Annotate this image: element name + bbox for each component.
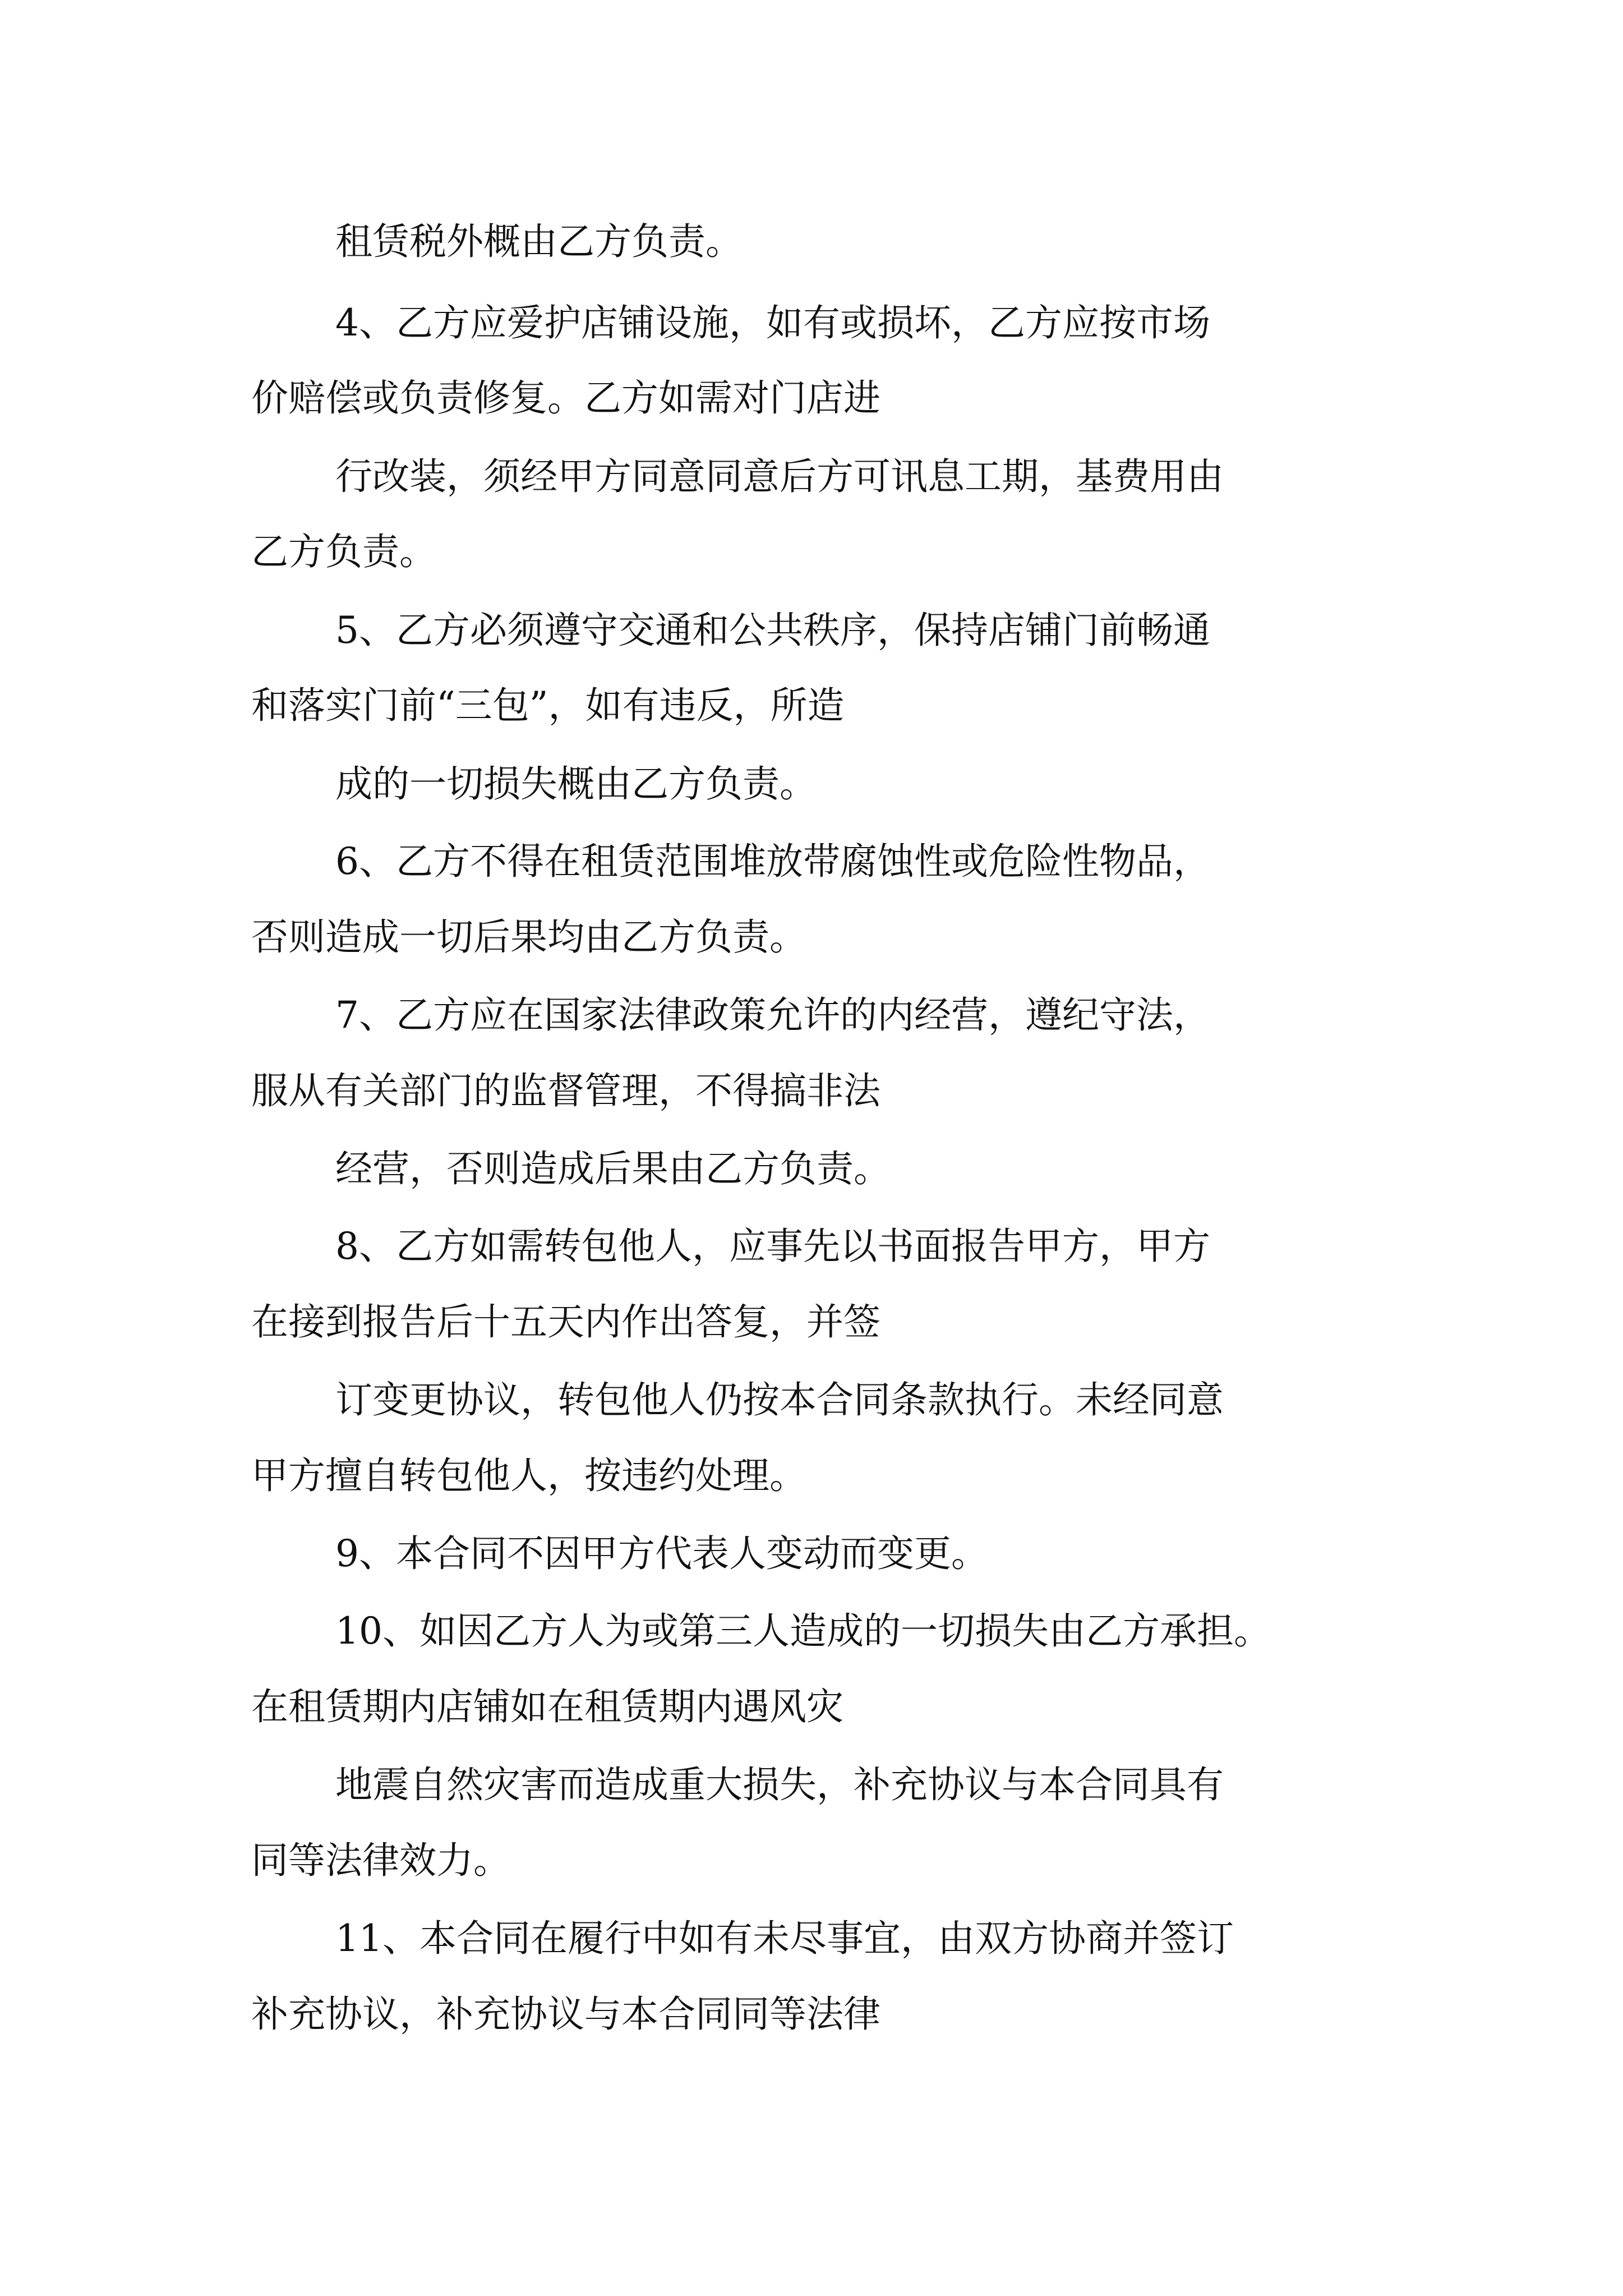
text-line: 在租赁期内店铺如在租赁期内遇风灾 xyxy=(251,1685,843,1728)
text-line: 7、乙方应在国家法律政策允许的内经营，遵纪守法， xyxy=(335,993,1210,1037)
text-line: 补充协议，补充协议与本合同同等法律 xyxy=(251,1993,880,2036)
text-line: 经营，否则造成后果由乙方负责。 xyxy=(335,1147,891,1190)
text-line: 在接到报告后十五天内作出答复，并签 xyxy=(251,1300,880,1343)
text-line: 11、本合同在履行中如有未尽事宜，由双方协商并签订 xyxy=(335,1917,1234,1960)
text-line: 6、乙方不得在租赁范围堆放带腐蚀性或危险性物品， xyxy=(335,840,1210,883)
text-line: 否则造成一切后果均由乙方负责。 xyxy=(251,915,806,959)
text-line: 同等法律效力。 xyxy=(251,1839,510,1882)
text-line: 价赔偿或负责修复。乙方如需对门店进 xyxy=(251,376,880,420)
text-line: 5、乙方必须遵守交通和公共秩序，保持店铺门前畅通 xyxy=(335,609,1210,652)
text-line: 地震自然灾害而造成重大损失，补充协议与本合同具有 xyxy=(335,1763,1224,1806)
text-line: 服从有关部门的监督管理，不得搞非法 xyxy=(251,1069,880,1112)
text-line: 乙方负责。 xyxy=(251,530,436,573)
text-line: 成的一切损失概由乙方负责。 xyxy=(335,762,817,806)
text-line: 行改装，须经甲方同意同意后方可讯息工期，基费用由 xyxy=(335,455,1224,498)
text-line: 和落实门前“三包”，如有违反，所造 xyxy=(251,684,845,727)
text-line: 租赁税外概由乙方负责。 xyxy=(335,220,743,263)
text-line: 9、本合同不因甲方代表人变动而变更。 xyxy=(335,1532,988,1575)
text-line: 8、乙方如需转包他人，应事先以书面报告甲方，甲方 xyxy=(335,1225,1210,1268)
text-line: 订变更协议，转包他人仍按本合同条款执行。未经同意 xyxy=(335,1378,1224,1421)
text-line: 4、乙方应爱护店铺设施，如有或损坏，乙方应按市场 xyxy=(335,301,1210,344)
text-line: 甲方擅自转包他人，按违约处理。 xyxy=(251,1454,806,1497)
text-line: 10、如因乙方人为或第三人造成的一切损失由乙方承担。 xyxy=(335,1609,1271,1653)
